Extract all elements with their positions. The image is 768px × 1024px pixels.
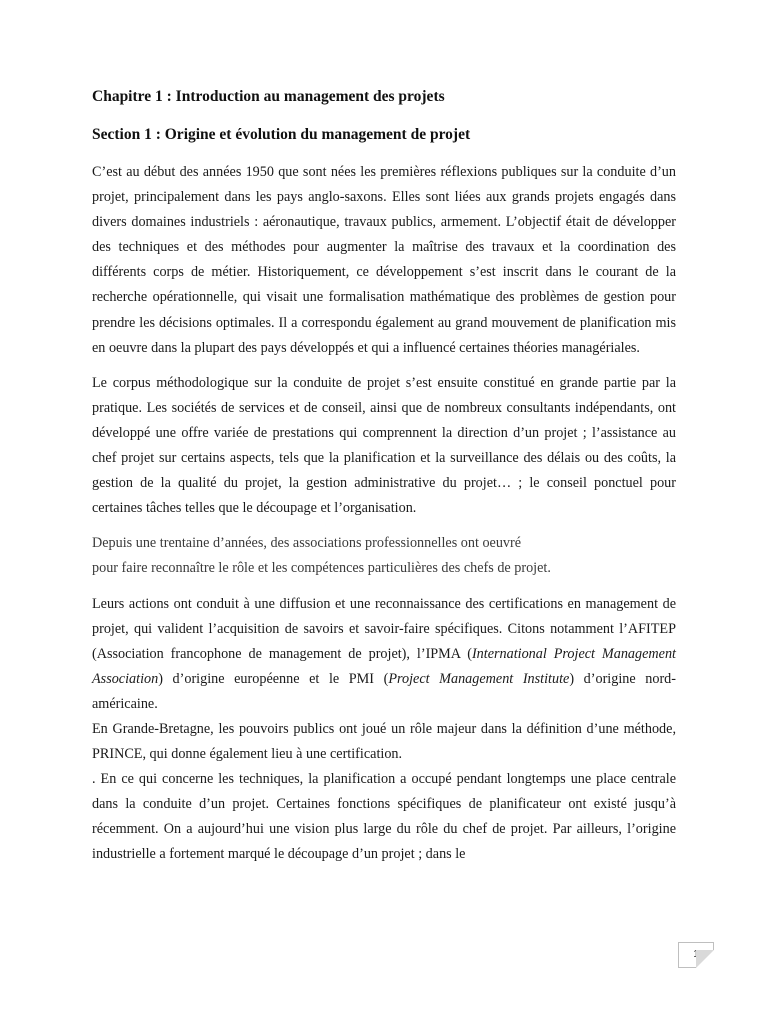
page-fold-icon xyxy=(696,950,714,968)
paragraph-associations-line2: pour faire reconnaître le rôle et les compétences particulières des chefs de projet. xyxy=(92,560,551,577)
paragraph-techniques: . En ce qui concerne les techniques, la planification a occupé pendant longtemps une place centrale dans la conduite d’un projet. Certaines fonctions spécifiques de planificateur ont existé jusqu’à récemment. On a aujourd’hui une vision plus large du rôle du chef de projet. Par ailleurs, l’origine industrielle a fortement marqué le découpage d’un projet ; dans le xyxy=(92,771,676,863)
ipma-name: International Project Management Association xyxy=(92,645,676,687)
paragraph-prince: En Grande-Bretagne, les pouvoirs publics ont joué un rôle majeur dans la définition d’une méthode, PRINCE, qui donne également lieu à une certification. xyxy=(92,720,676,763)
paragraph-origins: C’est au début des années 1950 que sont nées les premières réflexions publiques sur la conduite d’un projet, principalement dans les pays anglo-saxons. Elles sont liées aux grands projets engagés dans divers domaines industriels : aéronautique, travaux publics, armement. L’objectif était de développer des techniques et des méthodes pour augmenter la maîtrise des travaux et la coordination des différents corps de métier. Historiquement, ce développement s’est inscrit dans le courant de la recherche opérationnelle, qui visait une formalisation mathématique des problèmes de gestion pour prendre les décisions optimales. Il a correspondu également au grand mouvement de planification mis en oeuvre dans la plupart des pays développés et qui a influencé certaines théories managériales. xyxy=(92,164,676,356)
section-title: Section 1 : Origine et évolution du management de projet xyxy=(92,126,471,143)
page-number-box xyxy=(678,942,714,968)
cert-text-c: ) d’origine nord-américaine. xyxy=(92,670,676,712)
page-number: 1 xyxy=(693,949,699,960)
cert-text-b: ) d’origine européenne et le PMI ( xyxy=(158,670,389,687)
page-content xyxy=(92,86,676,868)
pmi-name: Project Management Institute xyxy=(388,670,570,687)
paragraph-associations-line1: Depuis une trentaine d’années, des associations professionnelles ont oeuvré xyxy=(92,535,522,552)
cert-text-a: Leurs actions ont conduit à une diffusion et une reconnaissance des certifications en management de projet, qui valident l’acquisition de savoirs et savoir-faire spécifiques. Citons notamment l’AFITEP (Association francophone de management de projet), l’IPMA ( xyxy=(92,595,676,662)
paragraph-certifications xyxy=(92,592,676,717)
paragraph-corpus: Le corpus méthodologique sur la conduite de projet s’est ensuite constitué en grande partie par la pratique. Les sociétés de services et de conseil, ainsi que de nombreux consultants indépendants, ont développé une offre variée de prestations qui comprennent la direction d’un projet ; l’assistance au chef projet sur certains aspects, tels que la planification et la surveillance des délais ou des coûts, la gestion de la qualité du projet, la gestion administrative du projet… ; le conseil ponctuel pour certaines tâches telles que le découpage et l’organisation. xyxy=(92,374,676,517)
paragraph-associations xyxy=(92,531,676,581)
chapter-title: Chapitre 1 : Introduction au management des projets xyxy=(92,88,445,105)
